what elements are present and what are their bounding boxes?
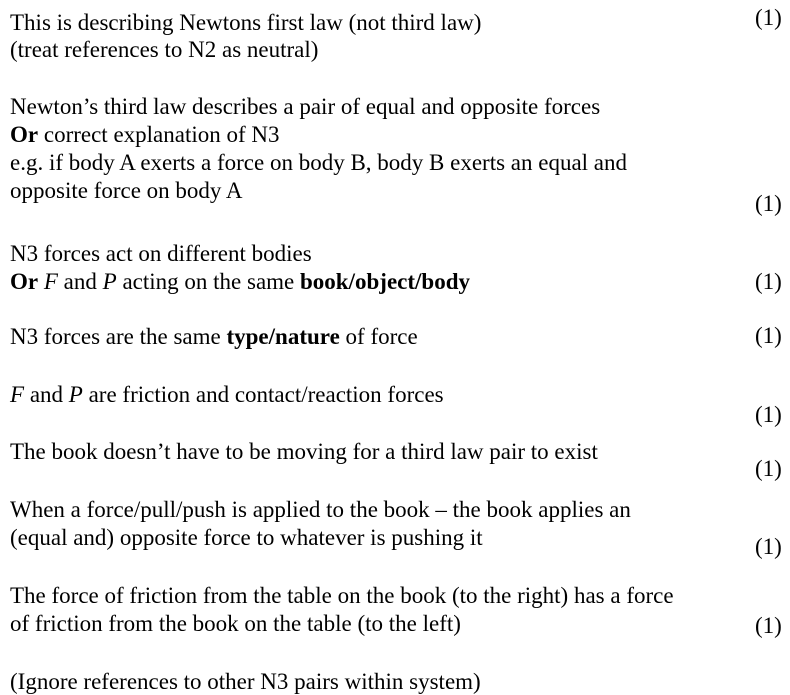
footer-note: (Ignore references to other N3 pairs within system)	[10, 669, 481, 694]
variable-f: F	[10, 382, 25, 407]
clipped-heading-fragment	[10, 0, 70, 6]
item-2-line-4: opposite force on body A	[10, 178, 243, 203]
item-3-mark: (1)	[755, 269, 782, 294]
item-3-line-1: N3 forces act on different bodies	[10, 241, 312, 266]
text-segment: and	[57, 269, 103, 294]
item-8-mark: (1)	[755, 613, 782, 638]
item-3-line-2	[10, 270, 470, 293]
text-segment: and	[24, 382, 69, 407]
item-7-line-2: (equal and) opposite force to whatever is pushing it	[10, 525, 483, 550]
item-2-line-3: e.g. if body A exerts a force on body B, body B exerts an equal and	[10, 150, 628, 175]
text-segment: acting on the same	[116, 269, 301, 294]
variable-f: F	[43, 269, 58, 294]
item-1-line-2: (treat references to N2 as neutral)	[10, 37, 319, 62]
or-keyword: Or	[10, 122, 39, 147]
item-4-line-1	[10, 325, 418, 348]
item-6-mark: (1)	[755, 456, 782, 481]
item-7-line-1: When a force/pull/push is applied to the book – the book applies an	[10, 497, 631, 522]
bold-term: book/object/body	[300, 269, 470, 294]
variable-p: P	[102, 269, 117, 294]
item-5-line-1	[10, 383, 444, 406]
text-segment: of force	[339, 324, 418, 349]
variable-p: P	[68, 382, 83, 407]
clipped-text-ink	[10, 0, 62, 3]
bold-term: type/nature	[226, 324, 340, 349]
text-segment: correct explanation of N3	[38, 122, 280, 147]
item-8-line-1: The force of friction from the table on the book (to the right) has a force	[10, 583, 674, 608]
text-segment: are friction and contact/reaction forces	[82, 382, 444, 407]
item-6-line-1: The book doesn’t have to be moving for a third law pair to exist	[10, 439, 598, 464]
text-segment: N3 forces are the same	[10, 324, 227, 349]
item-1-line-1: This is describing Newtons first law (not third law)	[10, 10, 482, 35]
item-2-line-1: Newton’s third law describes a pair of equal and opposite forces	[10, 94, 601, 119]
or-keyword: Or	[10, 269, 39, 294]
item-5-mark: (1)	[755, 402, 782, 427]
item-4-mark: (1)	[755, 323, 782, 348]
item-8-line-2: of friction from the book on the table (to the left)	[10, 611, 461, 636]
item-7-mark: (1)	[755, 534, 782, 559]
item-2-mark: (1)	[755, 191, 782, 216]
item-2-line-2	[10, 123, 280, 146]
item-1-mark: (1)	[755, 5, 782, 30]
